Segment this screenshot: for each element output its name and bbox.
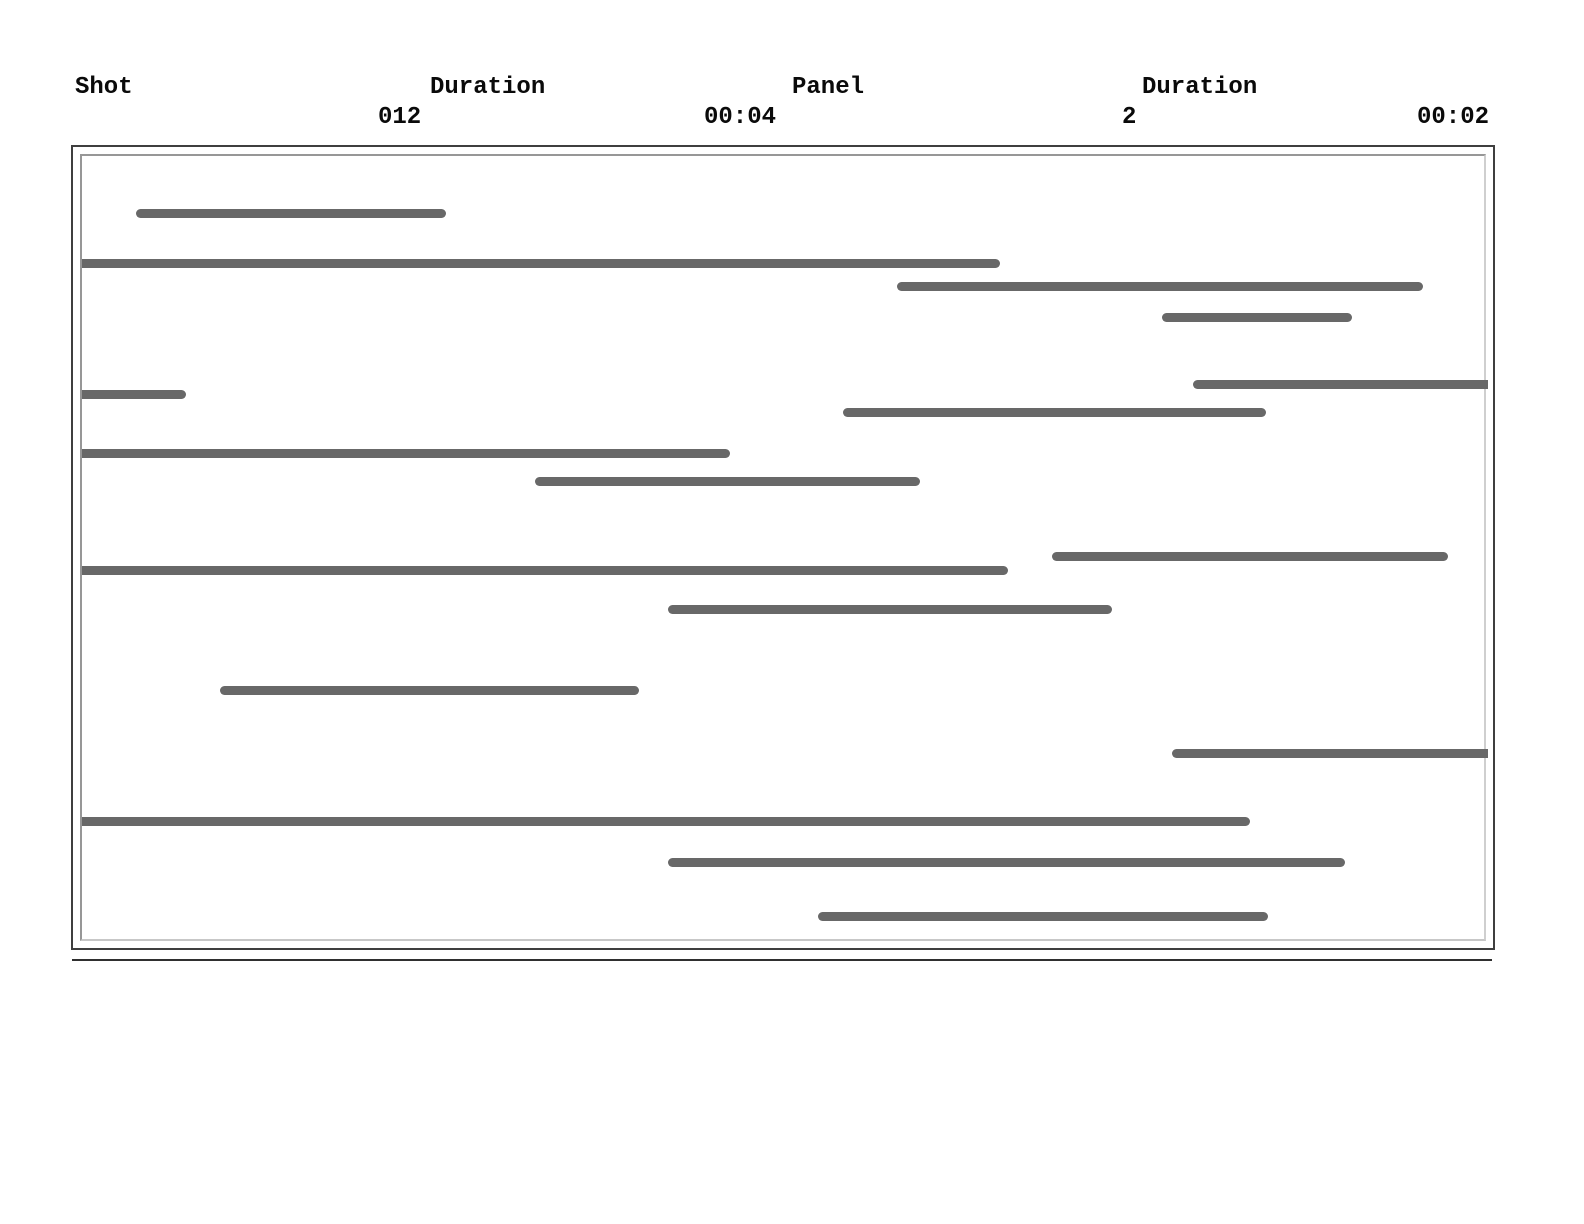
timeline-plot-area bbox=[80, 154, 1486, 941]
panel-value: 2 bbox=[1122, 104, 1137, 131]
duration-value-2: 00:02 bbox=[1417, 104, 1490, 131]
duration-value-1: 00:04 bbox=[704, 104, 777, 131]
panel-label: Panel bbox=[792, 74, 865, 101]
duration-label-2: Duration bbox=[1142, 74, 1258, 101]
shot-value: 012 bbox=[378, 104, 422, 131]
shot-label: Shot bbox=[75, 74, 133, 101]
timeline-frame bbox=[71, 145, 1495, 950]
duration-label-1: Duration bbox=[430, 74, 546, 101]
footer-rule bbox=[72, 959, 1492, 961]
